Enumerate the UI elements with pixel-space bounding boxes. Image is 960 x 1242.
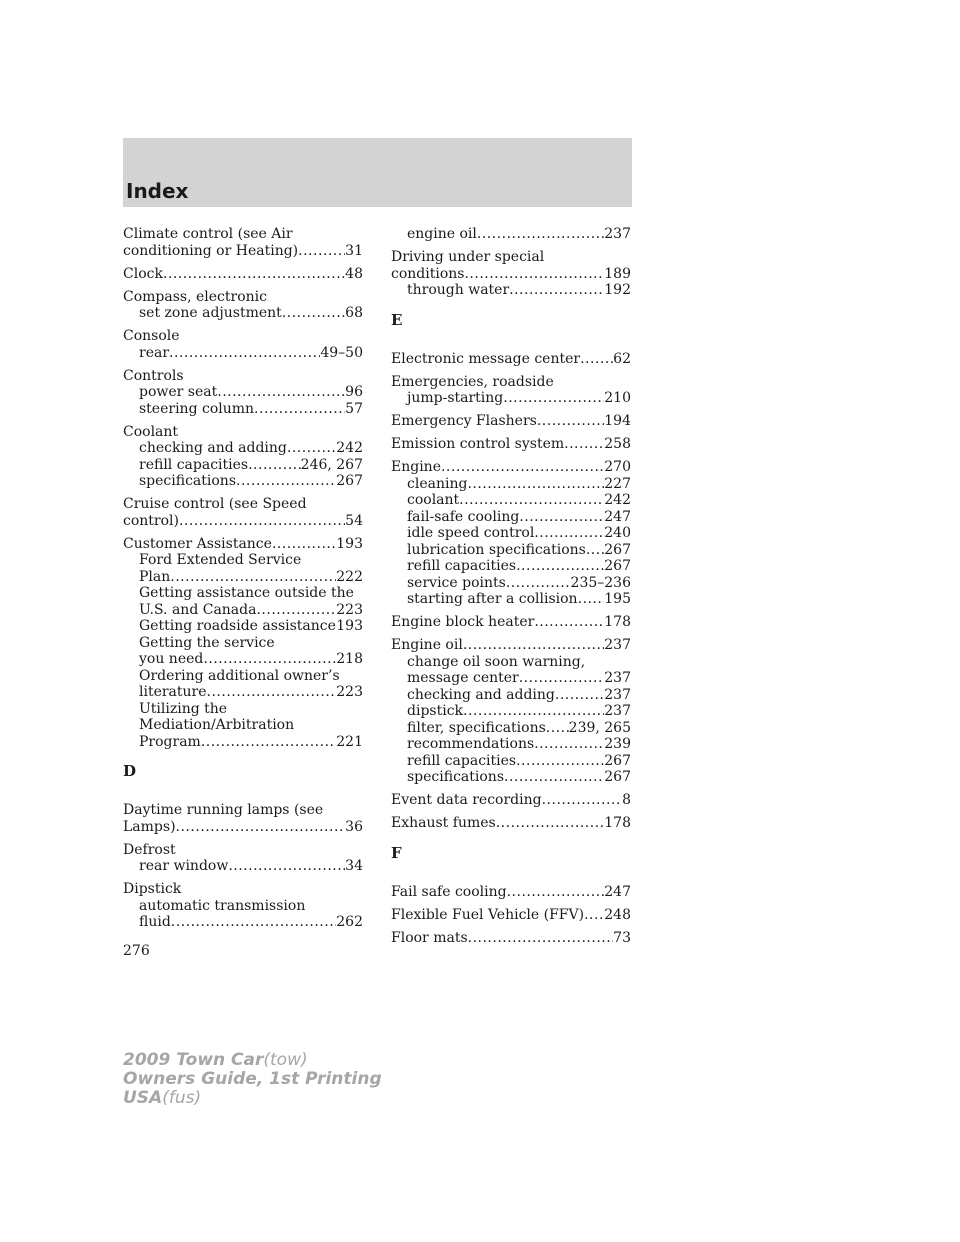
dot-leader	[580, 351, 613, 368]
index-entry	[123, 842, 363, 875]
entry-label: conditioning or Heating)	[123, 242, 299, 259]
index-entry-line	[391, 351, 631, 368]
dot-leader	[176, 819, 346, 836]
dot-leader	[217, 384, 345, 401]
index-subentry-line	[123, 914, 363, 931]
index-entry	[391, 637, 631, 786]
index-entry-line	[391, 266, 631, 283]
index-subentry-line	[123, 701, 363, 718]
entry-page-ref: 237	[604, 637, 631, 653]
entry-label: Flexible Fuel Vehicle (FFV)	[391, 906, 585, 923]
index-subentry-line	[391, 492, 631, 509]
dot-leader	[586, 542, 604, 559]
entry-page-ref: 267	[604, 541, 631, 558]
entry-page-ref: 227	[604, 475, 631, 492]
entry-label: filter, specifications	[407, 719, 546, 736]
entry-label: through water	[407, 282, 510, 298]
dot-leader	[504, 769, 604, 786]
dot-leader	[236, 473, 336, 490]
dot-leader	[542, 792, 622, 809]
index-subentry-line	[391, 736, 631, 753]
dot-leader	[546, 720, 569, 737]
dot-leader	[287, 440, 336, 457]
index-subentry-line	[391, 476, 631, 493]
dot-leader	[468, 930, 614, 947]
index-entry-line	[391, 436, 631, 453]
index-entry	[391, 249, 631, 299]
index-subentry-line	[391, 670, 631, 687]
index-entry-line	[123, 881, 363, 898]
entry-page-ref: 247	[604, 883, 631, 900]
index-subentry-line	[391, 769, 631, 786]
entry-label: Fail safe cooling	[391, 883, 507, 900]
index-entry	[391, 614, 631, 631]
entry-page-ref: 242	[604, 492, 631, 508]
page-title: Index	[126, 179, 189, 203]
footer-imprint	[123, 1051, 382, 1108]
index-entry-line	[123, 289, 363, 306]
entry-label: service points	[407, 574, 506, 591]
entry-label: Utilizing the	[139, 700, 228, 717]
index-entry	[123, 226, 363, 259]
index-entry	[391, 884, 631, 901]
entry-page-ref: 270	[604, 459, 631, 475]
entry-label: jump-starting	[407, 390, 504, 406]
footer-edition: Owners Guide, 1st Printing	[123, 1069, 382, 1089]
index-entry	[391, 436, 631, 453]
index-subentry-line	[391, 687, 631, 704]
index-entry-line	[391, 637, 631, 654]
index-entry-line	[123, 226, 363, 243]
index-entry-line	[391, 413, 631, 430]
entry-label: Emission control system	[391, 436, 565, 452]
entry-label: conditions	[391, 265, 465, 282]
dot-leader	[169, 345, 320, 362]
dot-leader	[506, 575, 571, 592]
index-entry-line	[123, 802, 363, 819]
footer-market: USA	[123, 1088, 163, 1108]
entry-label: Event data recording	[391, 792, 542, 808]
dot-leader	[509, 282, 604, 299]
index-entry-line	[123, 513, 363, 530]
entry-label: Mediation/Arbitration	[139, 717, 295, 733]
entry-page-ref: 178	[604, 815, 631, 831]
index-subentry-line	[391, 509, 631, 526]
entry-page-ref: 194	[604, 413, 631, 429]
entry-label: Ordering additional owner’s	[139, 667, 340, 684]
entry-label: Compass, electronic	[123, 288, 267, 305]
index-entry	[123, 881, 363, 931]
entry-label: fluid	[139, 914, 171, 930]
entry-label: message center	[407, 670, 519, 686]
dot-leader	[507, 884, 605, 901]
dot-leader	[201, 734, 336, 751]
entry-page-ref: 31	[345, 242, 363, 259]
entry-label: Engine block heater	[391, 614, 535, 630]
dot-leader	[467, 476, 604, 493]
dot-leader	[170, 569, 336, 586]
entry-label: rear window	[139, 858, 229, 874]
entry-label: control)	[123, 512, 179, 529]
entry-label: Electronic message center	[391, 350, 581, 367]
index-subentry-line	[123, 552, 363, 569]
entry-label: Ford Extended Service	[139, 552, 302, 568]
index-entry-line	[391, 815, 631, 832]
entry-label: Controls	[123, 367, 184, 384]
index-subentry-line	[123, 668, 363, 685]
index-subentry-line	[391, 720, 631, 737]
entry-label: change oil soon warning,	[407, 653, 586, 670]
dot-leader	[534, 525, 604, 542]
entry-page-ref: 195	[604, 591, 631, 607]
entry-page-ref: 57	[345, 400, 363, 417]
entry-label: Floor mats	[391, 929, 468, 946]
entry-page-ref: 242	[336, 440, 363, 456]
dot-leader	[179, 513, 345, 530]
dot-leader	[459, 492, 604, 509]
section-letter: F	[391, 843, 402, 862]
entry-page-ref: 210	[604, 390, 631, 406]
dot-leader	[534, 614, 604, 631]
entry-page-ref: 223	[336, 684, 363, 700]
index-entry	[123, 289, 363, 322]
entry-label: Lamps)	[123, 818, 176, 835]
entry-label: Cruise control (see Speed	[123, 496, 307, 512]
index-entry	[391, 792, 631, 809]
entry-page-ref: 48	[345, 265, 363, 282]
index-entry-line	[123, 536, 363, 553]
entry-page-ref: 62	[613, 350, 631, 367]
dot-leader	[584, 907, 604, 924]
entry-label: checking and adding	[139, 440, 287, 456]
dot-leader	[503, 390, 604, 407]
dot-leader	[564, 436, 604, 453]
index-entry	[391, 930, 631, 947]
entry-page-ref: 235–236	[570, 574, 631, 591]
entry-page-ref: 8	[622, 792, 631, 808]
dot-leader	[519, 509, 604, 526]
header-band	[123, 138, 632, 207]
dot-leader	[298, 243, 345, 260]
index-entry	[123, 328, 363, 361]
index-subentry-line	[391, 591, 631, 608]
entry-label: Engine oil	[391, 637, 463, 653]
index-subentry-line	[123, 734, 363, 751]
entry-label: Clock	[123, 265, 163, 282]
index-subentry-line	[391, 390, 631, 407]
index-subentry-line	[123, 401, 363, 418]
entry-label: checking and adding	[407, 686, 555, 703]
index-entry-line	[123, 328, 363, 345]
entry-page-ref: 237	[604, 703, 631, 719]
page-number: 276	[123, 943, 150, 959]
index-subentry-line	[391, 525, 631, 542]
entry-page-ref: 189	[604, 265, 631, 282]
index-entry	[391, 226, 631, 243]
index-subentry-line	[123, 457, 363, 474]
entry-label: idle speed control	[407, 525, 535, 541]
entry-page-ref: 223	[336, 601, 363, 618]
entry-page-ref: 237	[604, 226, 631, 242]
index-entry-line	[123, 819, 363, 836]
entry-page-ref: 240	[604, 525, 631, 541]
dot-leader	[537, 413, 604, 430]
entry-label: specifications	[139, 473, 237, 489]
entry-page-ref: 73	[613, 929, 631, 946]
dot-leader	[534, 736, 604, 753]
index-entry-line	[391, 459, 631, 476]
entry-page-ref: 237	[604, 686, 631, 703]
entry-page-ref: 222	[336, 568, 363, 585]
dot-leader	[171, 914, 336, 931]
dot-leader	[516, 753, 604, 770]
entry-label: refill capacities	[407, 558, 517, 574]
index-entry	[391, 459, 631, 608]
index-entry	[391, 815, 631, 832]
index-subentry-line	[123, 569, 363, 586]
dot-leader	[207, 684, 337, 701]
index-subentry-line	[123, 717, 363, 734]
index-subentry-line	[123, 345, 363, 362]
footer-model: 2009 Town Car	[123, 1050, 264, 1070]
dot-leader	[578, 591, 605, 608]
index-subentry-line	[391, 558, 631, 575]
index-subentry-line	[123, 440, 363, 457]
index-entry-line	[123, 243, 363, 260]
index-subentry-line	[391, 703, 631, 720]
entry-page-ref: 267	[604, 558, 631, 574]
index-subentry-line	[391, 282, 631, 299]
dot-leader	[163, 266, 345, 283]
entry-page-ref: 218	[336, 651, 363, 667]
entry-page-ref: 49–50	[320, 344, 363, 361]
index-entry-line	[391, 884, 631, 901]
entry-page-ref: 267	[604, 769, 631, 785]
index-subentry-line	[123, 585, 363, 602]
index-entry	[391, 374, 631, 407]
entry-label: Dipstick	[123, 881, 182, 897]
index-column-left	[123, 226, 363, 937]
entry-label: Exhaust fumes	[391, 815, 496, 831]
footer-model-code: (tow)	[263, 1050, 308, 1070]
dot-leader	[203, 651, 336, 668]
index-entry	[391, 413, 631, 430]
dot-leader	[248, 457, 301, 474]
entry-label: U.S. and Canada	[139, 601, 257, 618]
dot-leader	[519, 670, 605, 687]
index-subentry-line	[391, 654, 631, 671]
index-entry	[123, 266, 363, 283]
entry-page-ref: 36	[345, 818, 363, 835]
dot-leader	[228, 858, 345, 875]
entry-label: literature	[139, 684, 207, 700]
entry-label: recommendations	[407, 736, 535, 752]
entry-label: cleaning	[407, 475, 468, 492]
entry-label: starting after a collision	[407, 591, 578, 607]
index-entry-line	[123, 266, 363, 283]
entry-label: Climate control (see Air	[123, 226, 293, 242]
entry-label: rear	[139, 344, 170, 361]
section-letter: E	[391, 310, 403, 329]
entry-page-ref: 246, 267	[300, 456, 363, 473]
entry-label: Plan	[139, 568, 171, 585]
dot-leader	[463, 637, 604, 654]
index-entry	[123, 496, 363, 529]
entry-page-ref: 96	[345, 384, 363, 400]
entry-label: automatic transmission	[139, 897, 306, 914]
entry-page-ref: 237	[604, 670, 631, 686]
entry-page-ref: 68	[345, 305, 363, 321]
index-entry-line	[391, 249, 631, 266]
index-subentry-line	[123, 473, 363, 490]
entry-label: Console	[123, 328, 180, 344]
entry-page-ref: 192	[604, 282, 631, 298]
index-entry-line	[391, 907, 631, 924]
section-letter: D	[123, 762, 137, 780]
index-entry	[123, 368, 363, 418]
entry-label: Defrost	[123, 841, 176, 858]
entry-label: Getting roadside assistance	[139, 618, 336, 634]
entry-label: specifications	[407, 769, 505, 785]
entry-label: power seat	[139, 384, 218, 400]
index-entry	[123, 802, 363, 835]
dot-leader	[272, 536, 336, 553]
dot-leader	[496, 815, 605, 832]
entry-label: Daytime running lamps (see	[123, 802, 324, 818]
entry-label: refill capacities	[407, 752, 517, 769]
index-subentry-line	[123, 635, 363, 652]
entry-page-ref: 193	[336, 535, 363, 552]
entry-page-ref: 34	[345, 858, 363, 874]
index-subentry-line	[391, 753, 631, 770]
entry-page-ref: 267	[604, 752, 631, 769]
index-subentry-line	[391, 575, 631, 592]
entry-label: lubrication specifications	[407, 541, 586, 558]
dot-leader	[464, 266, 604, 283]
dot-leader	[477, 226, 604, 243]
entry-label: dipstick	[407, 703, 464, 719]
entry-label: Driving under special	[391, 249, 545, 265]
index-entry-line	[123, 424, 363, 441]
dot-leader	[555, 687, 604, 704]
index-entry	[123, 536, 363, 751]
entry-page-ref: 193	[336, 618, 363, 634]
dot-leader	[516, 558, 604, 575]
index-subentry-line	[123, 898, 363, 915]
entry-label: Engine	[391, 459, 441, 475]
entry-label: coolant	[407, 492, 460, 508]
entry-label: Getting the service	[139, 634, 275, 651]
index-entry-line	[391, 614, 631, 631]
entry-label: fail-safe cooling	[407, 508, 520, 525]
index-subentry-line	[123, 618, 363, 635]
index-entry	[123, 424, 363, 490]
entry-label: refill capacities	[139, 456, 249, 473]
entry-page-ref: 239, 265	[568, 719, 631, 736]
entry-label: you need	[139, 651, 204, 667]
index-entry-line	[391, 930, 631, 947]
entry-page-ref: 247	[604, 508, 631, 525]
entry-label: Getting assistance outside the	[139, 585, 354, 601]
dot-leader	[282, 305, 345, 322]
index-entry-line	[123, 496, 363, 513]
index-column-right	[391, 226, 631, 953]
index-subentry-line	[123, 602, 363, 619]
entry-page-ref: 262	[336, 914, 363, 930]
index-entry	[391, 351, 631, 368]
dot-leader	[441, 459, 604, 476]
entry-label: steering column	[139, 400, 255, 417]
index-subentry-line	[123, 384, 363, 401]
index-subentry-line	[123, 305, 363, 322]
entry-label: Customer Assistance	[123, 535, 272, 552]
dot-leader	[254, 401, 345, 418]
entry-page-ref: 178	[604, 614, 631, 630]
index-entry-line	[391, 792, 631, 809]
entry-label: engine oil	[407, 226, 477, 242]
index-entry	[391, 907, 631, 924]
index-subentry-line	[391, 542, 631, 559]
index-subentry-line	[123, 858, 363, 875]
index-entry-line	[123, 368, 363, 385]
entry-page-ref: 239	[604, 736, 631, 752]
entry-page-ref: 258	[604, 436, 631, 452]
index-subentry-line	[123, 651, 363, 668]
entry-label: set zone adjustment	[139, 305, 282, 321]
entry-label: Program	[139, 733, 201, 750]
entry-page-ref: 221	[336, 733, 363, 750]
index-entry-line	[123, 842, 363, 859]
footer-market-code: (fus)	[162, 1088, 202, 1108]
entry-page-ref: 54	[345, 512, 363, 529]
dot-leader	[256, 602, 336, 619]
entry-label: Emergency Flashers	[391, 413, 537, 429]
index-subentry-line	[391, 226, 631, 243]
entry-label: Coolant	[123, 423, 179, 440]
entry-page-ref: 248	[604, 906, 631, 923]
index-subentry-line	[123, 684, 363, 701]
dot-leader	[463, 703, 604, 720]
entry-page-ref: 267	[336, 473, 363, 489]
index-entry-line	[391, 374, 631, 391]
entry-label: Emergencies, roadside	[391, 373, 554, 390]
